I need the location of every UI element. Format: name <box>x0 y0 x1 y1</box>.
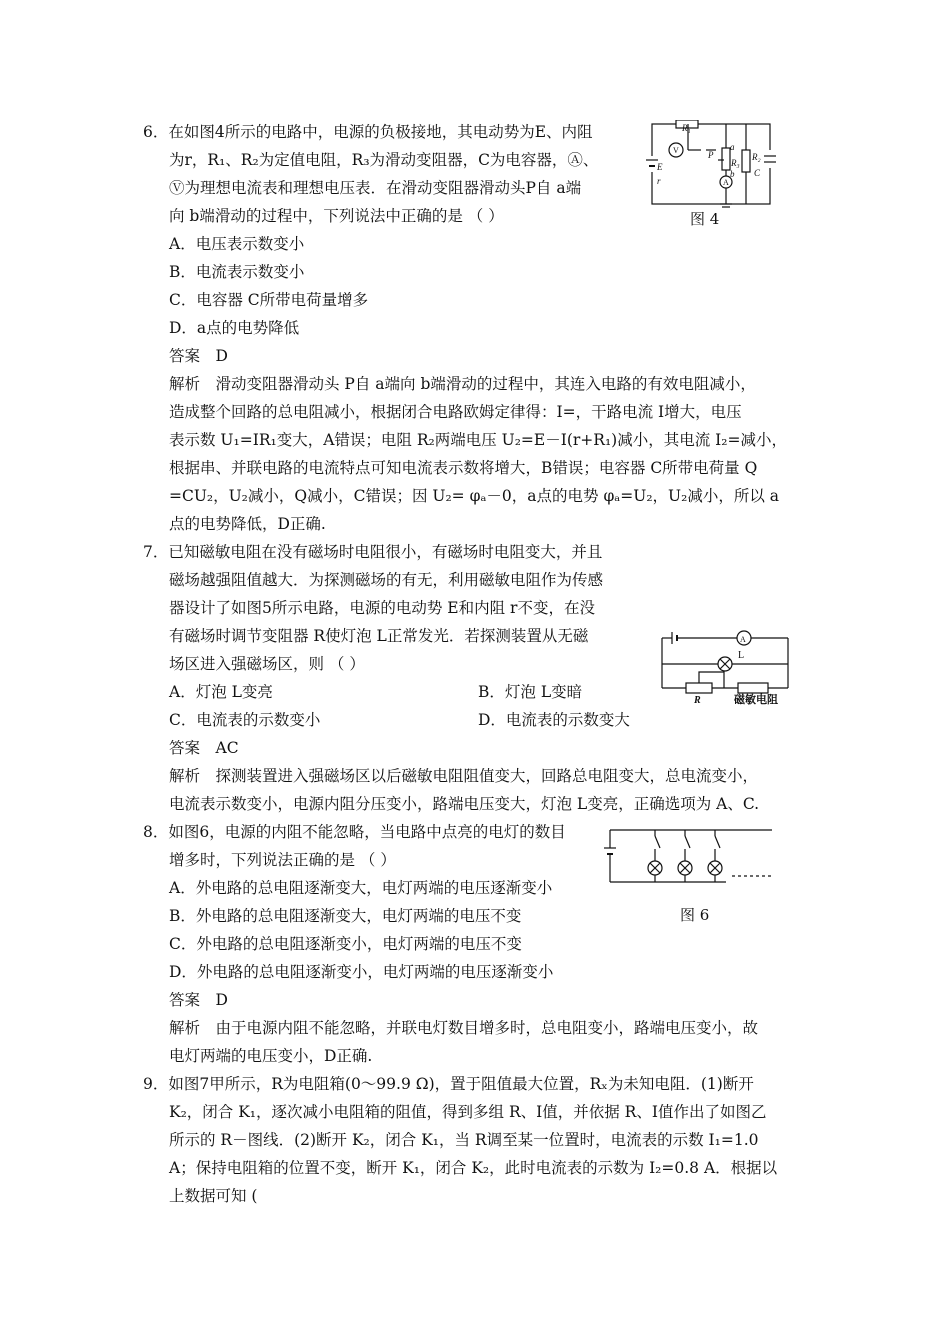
q6-option-c: C．电容器 C所带电荷量增多 <box>169 291 369 309</box>
q8-option-a: A．外电路的总电阻逐渐变大，电灯两端的电压逐渐变小 <box>169 879 553 897</box>
q6-analysis-line: 点的电势降低，D正确. <box>169 515 326 533</box>
q6-answer: 答案 D <box>169 347 228 365</box>
q6-line: 向 b端滑动的过程中，下列说法中正确的是 （ ） <box>169 207 504 225</box>
q6-line: 6．在如图4所示的电路中，电源的负极接地，其电动势为E、内阻 <box>143 123 593 141</box>
q7-line: 器设计了如图5所示电路，电源的电动势 E和内阻 r不变，在没 <box>169 599 595 617</box>
fig4-label-r3: R₃ <box>731 158 740 168</box>
figure-5-circuit <box>658 630 794 705</box>
figure-6-caption: 图 6 <box>680 906 710 924</box>
q6-line: Ⓥ为理想电流表和理想电压表．在滑动变阻器滑动头P自 a端 <box>169 179 582 197</box>
q8-option-b: B．外电路的总电阻逐渐变大，电灯两端的电压不变 <box>169 907 522 925</box>
q6-analysis-line: 造成整个回路的总电阻减小，根据闭合电路欧姆定律得：I=，干路电流 I增大，电压 <box>169 403 742 421</box>
q6-line: 为r，R₁、R₂为定值电阻，R₃为滑动变阻器，C为电容器，Ⓐ、 <box>169 151 599 169</box>
q9-line: 上数据可知 ( <box>169 1187 258 1205</box>
q7-option-b: B．灯泡 L变暗 <box>478 683 583 701</box>
q6-analysis-line: =CU₂，U₂减小，Q减小，C错误；因 U₂= φₐ－0，a点的电势 φₐ=U₂，U₂减小，所以 a <box>169 487 779 505</box>
q7-line: 磁场越强阻值越大．为探测磁场的有无，利用磁敏电阻作为传感 <box>169 571 604 589</box>
q7-line: 7．已知磁敏电阻在没有磁场时电阻很小，有磁场时电阻变大，并且 <box>143 543 603 561</box>
fig4-voltmeter: V <box>673 146 679 155</box>
figure-6-circuit <box>600 822 780 890</box>
q6-option-b: B．电流表示数变小 <box>169 263 305 281</box>
fig4-label-r1: R₁ <box>682 123 691 133</box>
q7-answer: 答案 AC <box>169 739 239 757</box>
fig4-label-b: b <box>730 169 735 179</box>
fig4-label-r: r <box>657 176 661 186</box>
q6-analysis-line: 解析 滑动变阻器滑动头 P自 a端向 b端滑动的过程中，其连入电路的有效电阻减小， <box>169 375 756 393</box>
q7-analysis-line: 电流表示数变小，电源内阻分压变小，路端电压变大，灯泡 L变亮，正确选项为 A、C. <box>169 795 760 813</box>
q7-line: 有磁场时调节变阻器 R使灯泡 L正常发光．若探测装置从无磁 <box>169 627 589 645</box>
figure-4-caption: 图 4 <box>690 210 720 228</box>
q7-line: 场区进入强磁场区，则 （ ） <box>169 655 365 673</box>
q9-line: 9．如图7甲所示，R为电阻箱(0～99.9 Ω)，置于阻值最大位置，Rₓ为未知电阻．(1)断开 <box>143 1075 754 1093</box>
q8-line: 8．如图6，电源的内阻不能忽略，当电路中点亮的电灯的数目 <box>143 823 566 841</box>
q9-line: 所示的 R－图线．(2)断开 K₂，闭合 K₁，当 R调至某一位置时，电流表的示数 I₁=1.0 <box>169 1131 759 1149</box>
q8-analysis-line: 解析 由于电源内阻不能忽略，并联电灯数目增多时，总电阻变小，路端电压变小，故 <box>169 1019 759 1037</box>
q7-option-d: D．电流表的示数变大 <box>478 711 630 729</box>
q6-analysis-line: 根据串、并联电路的电流特点可知电流表示数将增大，B错误；电容器 C所带电荷量 Q <box>169 459 758 477</box>
q9-line: A；保持电阻箱的位置不变，断开 K₁，闭合 K₂，此时电流表的示数为 I₂=0.8 A．根据以 <box>169 1159 778 1177</box>
q7-option-a: A．灯泡 L变亮 <box>169 683 273 701</box>
q6-option-a: A．电压表示数变小 <box>169 235 305 253</box>
fig5-label-r: R <box>694 695 701 705</box>
q7-option-c: C．电流表的示数变小 <box>169 711 321 729</box>
q8-option-d: D．外电路的总电阻逐渐变小，电灯两端的电压逐渐变小 <box>169 963 554 981</box>
fig5-label-magnetoresistor: 磁敏电阻 <box>734 694 778 705</box>
q9-line: K₂，闭合 K₁，逐次减小电阻箱的阻值，得到多组 R、I值，并依据 R、I值作出了如图乙 <box>169 1103 767 1121</box>
figure-4-circuit <box>646 120 776 210</box>
q8-option-c: C．外电路的总电阻逐渐变小，电灯两端的电压不变 <box>169 935 522 953</box>
q8-line: 增多时，下列说法正确的是 （ ） <box>169 851 396 869</box>
fig4-label-r2: R₂ <box>752 152 761 162</box>
q8-analysis-line: 电灯两端的电压变小，D正确. <box>169 1047 373 1065</box>
q6-option-d: D．a点的电势降低 <box>169 319 300 337</box>
fig5-label-l: L <box>738 650 745 661</box>
q6-analysis-line: 表示数 U₁=IR₁变大，A错误；电阻 R₂两端电压 U₂=E－I(r+R₁)减小，其电流 I₂=减小， <box>169 431 787 449</box>
fig4-ammeter: A <box>723 178 729 187</box>
fig4-label-p: P <box>708 150 714 160</box>
fig4-label-e: E <box>657 162 663 172</box>
fig4-label-c: C <box>754 168 761 178</box>
q7-analysis-line: 解析 探测装置进入强磁场区以后磁敏电阻阻值变大，回路总电阻变大，总电流变小， <box>169 767 759 785</box>
fig5-ammeter: A <box>740 635 746 644</box>
fig4-label-a: a <box>730 142 735 152</box>
q8-answer: 答案 D <box>169 991 228 1009</box>
